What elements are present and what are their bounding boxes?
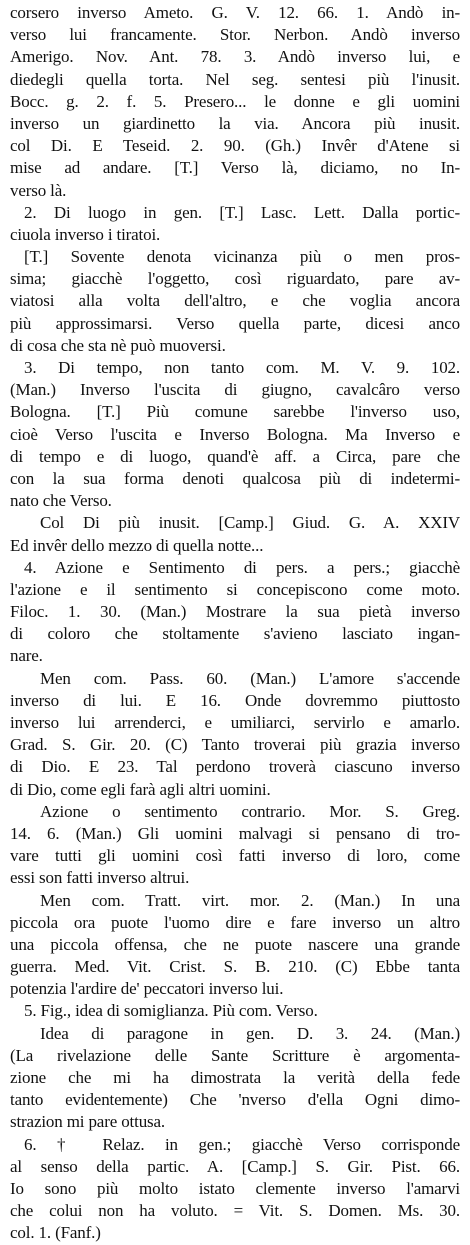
text-line: 14. 6. (Man.) Gli uomini malvagi si pensano di tro- [10,823,460,843]
text-line: diedegli quella torta. Nel seg. sentesi più l'inusit. [10,69,460,89]
text-line: col Di. E Teseid. 2. 90. (Gh.) Invêr d'Atene si [10,136,460,156]
text-line: Ed invêr dello mezzo di quella notte... [10,535,264,555]
text-line: con la sua forma denoti qualcosa più di indetermi- [10,468,460,488]
text-line: Azione o sentimento contrario. Mor. S. Greg. [40,801,460,821]
text-line: viatosi alla volta dell'altro, e che voglia ancora [10,291,460,311]
text-line: Men com. Tratt. virt. mor. 2. (Man.) In una [40,890,460,910]
text-line: di coloro che stoltamente s'avieno lasciato ingan- [10,624,460,644]
text-line: Men com. Pass. 60. (Man.) L'amore s'accende [40,668,460,688]
text-line: strazion mi pare ottusa. [10,1112,166,1132]
text-line: potenzia l'ardire de' peccatori inverso lui. [10,979,284,999]
text-line: ciuola inverso i tiratoi. [10,224,161,244]
text-line: nato che Verso. [10,491,112,511]
text-line: Bocc. g. 2. f. 5. Presero... le donne e gli uomini [10,91,460,111]
text-line: Io sono più molto istato clemente inverso l'amarvi [10,1178,460,1198]
text-line: (Man.) Inverso l'uscita di giugno, cavalcâro verso [10,380,460,400]
text-line: al senso della partic. A. [Camp.] S. Gir. Pist. 66. [10,1156,460,1176]
section-heading-6: 6. † Relaz. in gen.; giacchè Verso corrisponde [24,1134,460,1154]
text-line: che colui non ha voluto. = Vit. S. Domen. Ms. 30. [10,1201,460,1221]
text-line: Col Di più inusit. [Camp.] Giud. G. A. XXIV [40,513,460,533]
section-heading-3: 3. Di tempo, non tanto com. M. V. 9. 102. [24,358,460,377]
section-heading-4: 4. Azione e Sentimento di pers. a pers.; giacchè [24,557,460,577]
text-line: vare tutti gli uomini così fatti inverso di loro, come [10,846,460,866]
text-line: sima; giacchè l'oggetto, così riguardato, pare av- [10,269,460,289]
section-heading-5: 5. Fig., idea di somiglianza. Più com. Verso. [24,1001,318,1021]
text-line: Grad. S. Gir. 20. (C) Tanto troverai più grazia inverso [10,735,460,755]
text-line: col. 1. (Fanf.) [10,1223,101,1243]
text-line: zione che mi ha dimostrata la verità della fede [10,1068,460,1087]
text-line: cioè Verso l'uscita e Inverso Bologna. Ma Inverso e [10,424,460,444]
text-line: di Dio. E 23. Tal perdono troverà ciascuno inverso [10,757,460,777]
text-line: inverso lui arrenderci, e umiliarci, servirlo e amarlo. [10,713,460,732]
text-line: piccola ora puote l'uomo dire e fare inverso un altro [10,912,460,932]
text-line: inverso un giardinetto la via. Ancora più inusit. [10,113,460,133]
text-line: di Dio, come egli farà agli altri uomini. [10,779,271,799]
text-line: Idea di paragone in gen. D. 3. 24. (Man.) [40,1023,460,1043]
text-line: (La rivelazione delle Sante Scritture è argomenta- [10,1045,460,1065]
text-line: verso là. [10,180,67,200]
text-line: verso lui francamente. Stor. Nerbon. Andò inverso [10,25,460,45]
text-line: tanto evidentemente) Che 'nverso d'ella Ogni dimo- [10,1090,460,1110]
text-line: nare. [10,646,43,666]
text-line: Amerigo. Nov. Ant. 78. 3. Andò inverso lui, e [10,47,460,67]
text-line: una piccola offensa, che ne puote nascere una grande [10,934,460,954]
text-line: di cosa che sta nè può muoversi. [10,335,226,355]
text-line: [T.] Sovente denota vicinanza più o men pros- [24,247,460,267]
text-line: più approssimarsi. Verso quella parte, dicesi anco [10,313,460,333]
text-line: l'azione e il sentimento si concepiscono come moto. [10,579,460,599]
section-heading-2: 2. Di luogo in gen. [T.] Lasc. Lett. Dalla portic- [24,202,460,222]
text-line: Bologna. [T.] Più comune sarebbe l'inverso uso, [10,402,460,422]
text-line: Filoc. 1. 30. (Man.) Mostrare la sua pietà inverso [10,602,460,622]
text-line: guerra. Med. Vit. Crist. S. B. 210. (C) Ebbe tanta [10,957,460,977]
text-line: mise ad andare. [T.] Verso là, diciamo, no In- [10,158,460,178]
text-line: essi son fatti inverso altrui. [10,868,190,888]
text-line: di tempo e di luogo, quand'è aff. a Circa, pare che [10,446,460,466]
text-line: corsero inverso Ameto. G. V. 12. 66. 1. Andò in- [10,3,460,22]
text-line: inverso di lui. E 16. Onde dovremmo piuttosto [10,690,460,710]
